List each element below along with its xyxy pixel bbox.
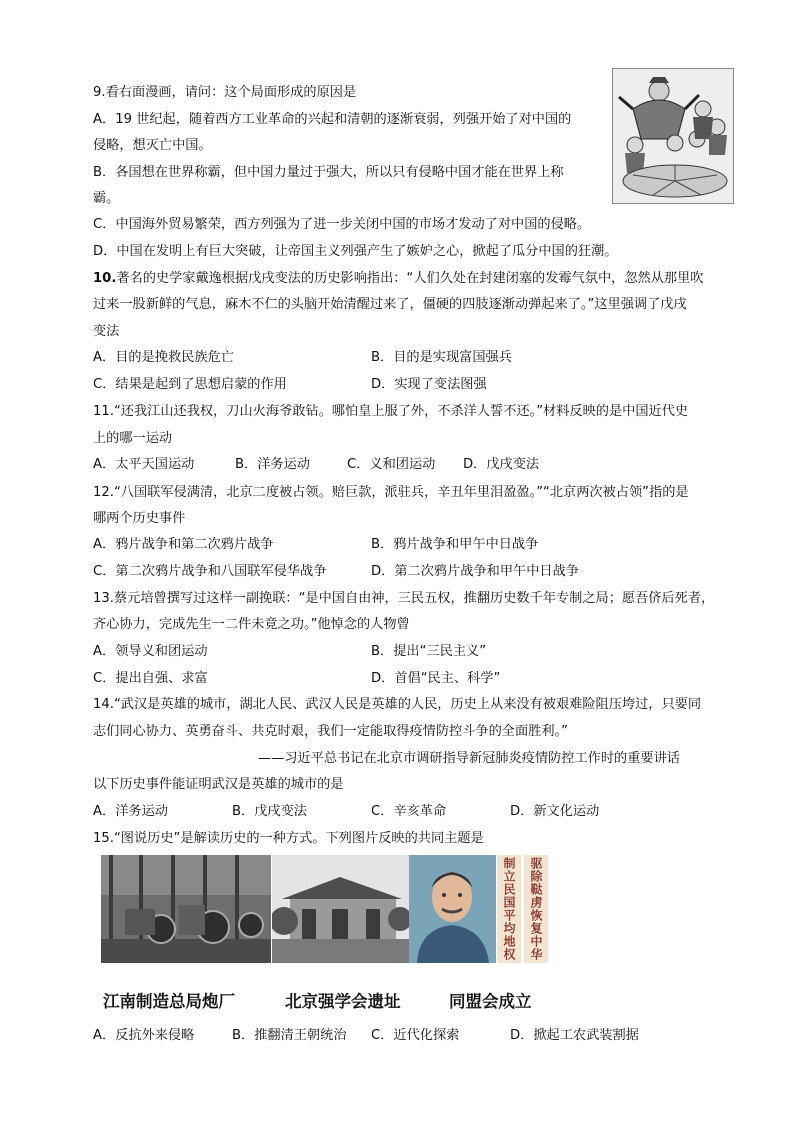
q9-option-b-line2: 霸。 bbox=[93, 191, 120, 206]
q11-stem-line2: 上的哪一运动 bbox=[93, 431, 173, 446]
q11-option-b: B．洋务运动 bbox=[235, 457, 310, 472]
q12-stem-line2: 哪两个历史事件 bbox=[93, 511, 186, 526]
q15-option-b: B．推翻清王朝统治 bbox=[232, 1028, 347, 1043]
q14-option-d: D．新文化运动 bbox=[510, 804, 600, 819]
calligraphy-strip-left bbox=[497, 855, 521, 963]
q14-stem-line3: 以下历史事件能证明武汉是英雄的城市的是 bbox=[93, 777, 344, 792]
q10-stem-line1 bbox=[93, 270, 703, 288]
q9-option-d: D．中国在发明上有巨大突破，让帝国主义列强产生了嫉妒之心，掀起了瓜分中国的狂潮。 bbox=[93, 244, 618, 259]
portrait-drawing bbox=[409, 855, 496, 963]
q10-stem-text: 著名的史学家戴逸根据戊戌变法的历史影响指出：“人们久处在封建闭塞的发霉气氛中，忽然从那里吹 bbox=[116, 271, 704, 286]
q10-number: 10. bbox=[93, 271, 117, 286]
photo-portrait bbox=[409, 855, 496, 963]
q14-option-b: B．戊戌变法 bbox=[232, 804, 307, 819]
caption-arsenal: 江南制造总局炮厂 bbox=[103, 992, 235, 1011]
q13-option-a: A．领导义和团运动 bbox=[93, 644, 208, 659]
q15-option-d: D．掀起工农武装割据 bbox=[510, 1028, 639, 1043]
q14-option-c: C．辛亥革命 bbox=[371, 804, 447, 819]
caption-tongmenghui: 同盟会成立 bbox=[449, 992, 532, 1011]
q14-stem-line1: 14.“武汉是英雄的城市，湖北人民、武汉人民是英雄的人民，历史上从来没有被艰难险阻压垮过，只要同 bbox=[93, 697, 702, 712]
q13-option-c: C．提出自强、求富 bbox=[93, 671, 208, 686]
photo-qiangxue-society-site bbox=[272, 855, 409, 963]
photo-arsenal-workshop bbox=[101, 855, 271, 963]
q9-option-a-line1: A．19 世纪起，随着西方工业革命的兴起和清朝的逐渐衰弱，列强开始了对中国的 bbox=[93, 112, 572, 127]
q12-option-a: A．鸦片战争和第二次鸦片战争 bbox=[93, 537, 274, 552]
q10-option-c: C．结果是起到了思想启蒙的作用 bbox=[93, 377, 287, 392]
q14-option-a: A．洋务运动 bbox=[93, 804, 168, 819]
q12-stem-line1: 12.“八国联军侵满清，北京二度被占领。赔巨款，派驻兵，辛丑年里泪盈盈。”“北京两次被占领”指的是 bbox=[93, 485, 689, 500]
q11-option-a: A．太平天国运动 bbox=[93, 457, 195, 472]
q15-stem: 15.“图说历史”是解读历史的一种方式。下列图片反映的共同主题是 bbox=[93, 831, 484, 846]
q15-option-c: C．近代化探索 bbox=[371, 1028, 460, 1043]
calligraphy-strip-left-text: 制立民国平均地权 bbox=[502, 857, 516, 961]
q10-stem-line3: 变法 bbox=[93, 324, 120, 339]
q11-option-c: C．义和团运动 bbox=[347, 457, 436, 472]
q9-stem: 9.看右面漫画，请问：这个局面形成的原因是 bbox=[93, 85, 357, 100]
q10-option-d: D．实现了变法图强 bbox=[371, 377, 487, 392]
cartoon-image bbox=[612, 68, 734, 204]
q9-option-b-line1: B．各国想在世界称霸，但中国力量过于强大，所以只有侵略中国才能在世界上称 bbox=[93, 165, 564, 180]
q14-source: ——习近平总书记在北京市调研指导新冠肺炎疫情防控工作时的重要讲话 bbox=[258, 751, 680, 766]
q11-stem-line1: 11.“还我江山还我权，刀山火海爷敢钻。哪怕皇上服了外，不杀洋人誓不还。”材料反映的是中国近代史 bbox=[93, 404, 689, 419]
q10-option-b: B．目的是实现富国强兵 bbox=[371, 350, 512, 365]
q9-option-c: C．中国海外贸易繁荣，西方列强为了进一步关闭中国的市场才发动了对中国的侵略。 bbox=[93, 217, 591, 232]
q13-option-d: D．首倡“民主、科学” bbox=[371, 671, 501, 686]
calligraphy-strip-right bbox=[524, 855, 548, 963]
qiangxue-society-drawing bbox=[272, 855, 409, 963]
q11-option-d: D．戊戌变法 bbox=[463, 457, 540, 472]
q12-option-c: C．第二次鸦片战争和八国联军侵华战争 bbox=[93, 564, 327, 579]
q12-option-b: B．鸦片战争和甲午中日战争 bbox=[371, 537, 539, 552]
q12-option-d: D．第二次鸦片战争和甲午中日战争 bbox=[371, 564, 579, 579]
caption-qiangxue: 北京强学会遗址 bbox=[285, 992, 401, 1011]
q13-stem-line1: 13.蔡元培曾撰写过这样一副挽联：“是中国自由神，三民五权，推翻历史数千年专制之局；愿吾侪后死者， bbox=[93, 591, 715, 606]
q14-stem-line2: 志们同心协力、英勇奋斗、共克时艰，我们一定能取得疫情防控斗争的全面胜利。” bbox=[93, 724, 568, 739]
calligraphy-strip-right-text: 驱除鞑虏恢复中华 bbox=[529, 857, 543, 961]
q10-option-a: A．目的是挽救民族危亡 bbox=[93, 350, 234, 365]
q9-option-a-line2: 侵略，想灭亡中国。 bbox=[93, 138, 212, 153]
q15-option-a: A．反抗外来侵略 bbox=[93, 1028, 195, 1043]
cartoon-drawing bbox=[613, 69, 733, 203]
q13-option-b: B．提出“三民主义” bbox=[371, 644, 487, 659]
q13-stem-line2: 齐心协力，完成先生一二件未竟之功。”他悼念的人物曾 bbox=[93, 617, 410, 632]
arsenal-workshop-drawing bbox=[101, 855, 271, 963]
q10-stem-line2: 过来一股新鲜的气息，麻木不仁的头脑开始清醒过来了，僵硬的四肢逐渐动弹起来了。”这里强调了戊戌 bbox=[93, 297, 687, 312]
